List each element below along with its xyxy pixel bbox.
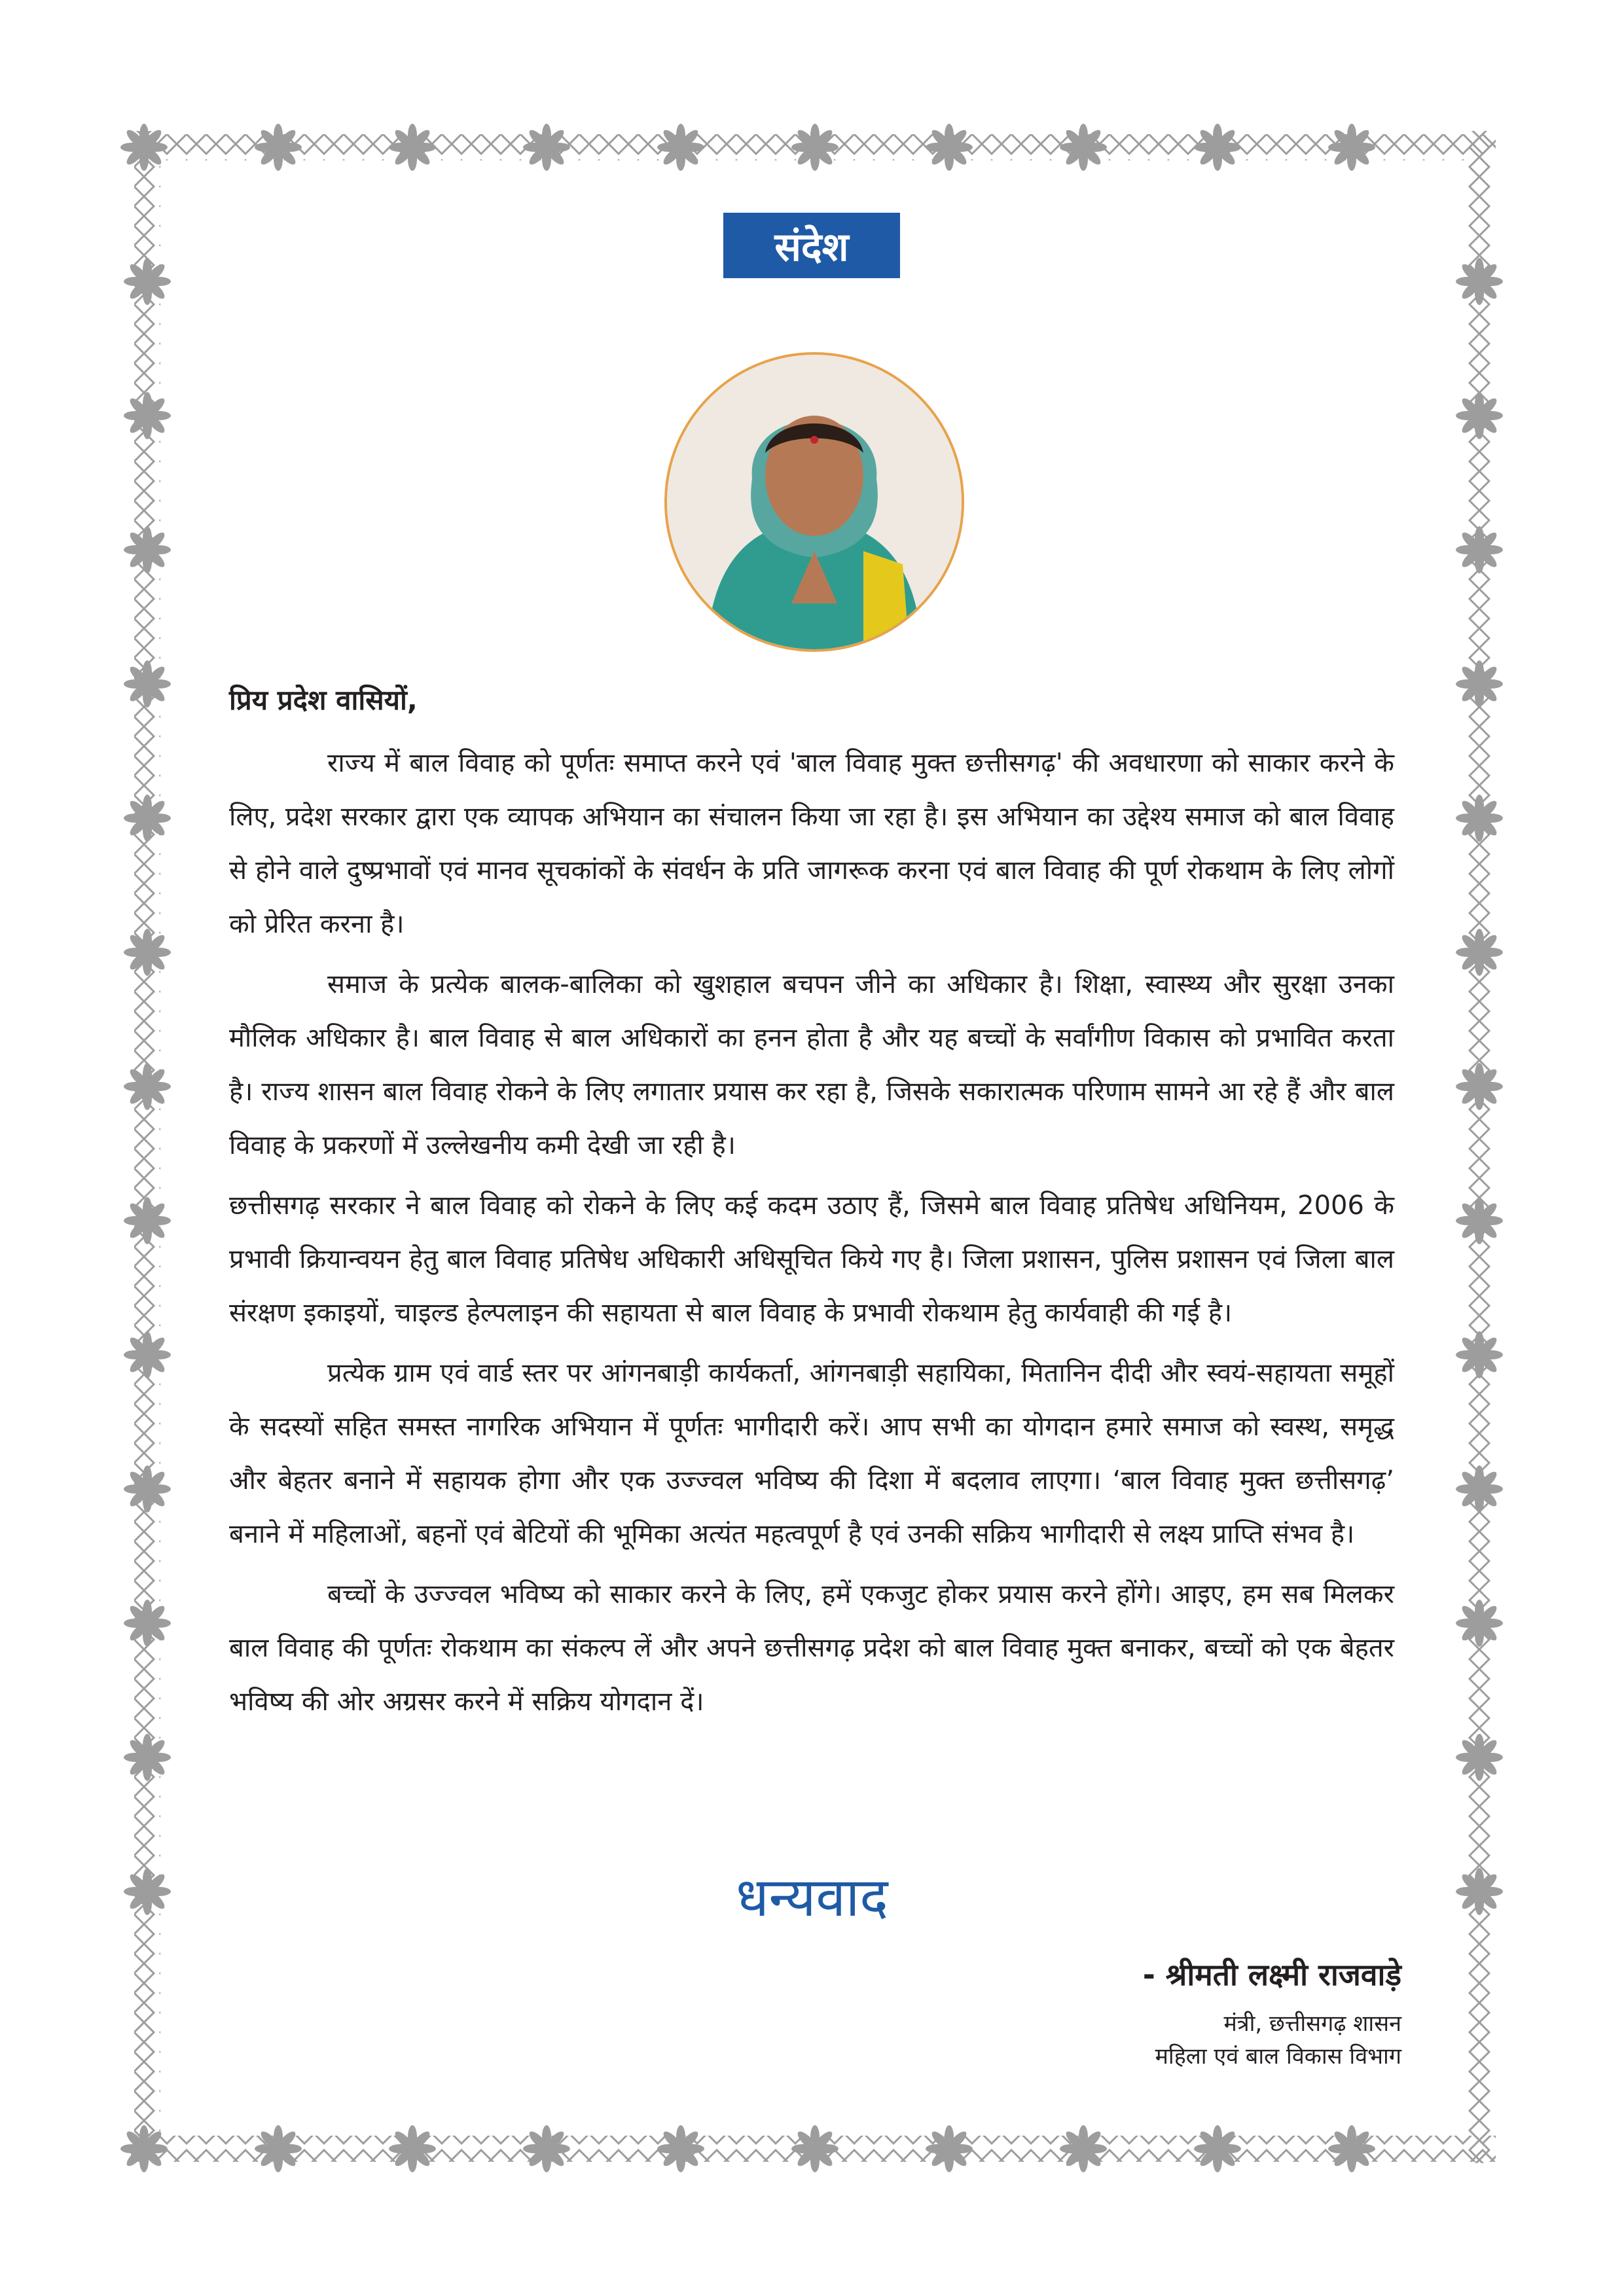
paragraph-4: प्रत्येक ग्राम एवं वार्ड स्तर पर आंगनबाड़ी कार्यकर्ता, आंगनबाड़ी सहायिका, मितानिन दीदी और स्वयं-सहायता समूहों के सदस्यों सहित समस्त नागरिक अभियान में पूर्णतः भागीदारी करें। आप सभी का योगदान हमारे समाज को स्वस्थ, समृद्ध और बेहतर बनाने में सहायक होगा और एक उज्ज्वल भविष्य की दिशा में बदलाव लाएगा। ‘बाल विवाह मुक्त छत्तीसगढ़’ बनाने में महिलाओं, बहनों एवं बेटियों की भूमिका अत्यंत महत्वपूर्ण है एवं उनकी सक्रिय भागीदारी से लक्ष्य प्राप्ति संभव है। <box>229 1358 1394 1549</box>
closing-thanks: धन्यवाद <box>736 1867 888 1929</box>
border-star-ornament <box>523 124 570 171</box>
border-star-ornament <box>926 124 973 171</box>
portrait-illustration <box>667 355 962 649</box>
page-title: संदेश <box>723 213 900 278</box>
salutation: प्रिय प्रदेश वासियों, <box>229 684 418 716</box>
border-star-ornament <box>124 795 171 842</box>
border-star-ornament <box>124 660 171 708</box>
border-star-ornament <box>1456 660 1503 708</box>
border-star-ornament <box>1328 124 1375 171</box>
border-star-ornament <box>657 124 704 171</box>
border-star-ornament <box>124 1331 171 1378</box>
border-star-ornament <box>1456 795 1503 842</box>
border-star-ornament <box>926 2125 973 2172</box>
border-star-ornament <box>1194 2125 1241 2172</box>
border-star-ornament <box>657 2125 704 2172</box>
border-star-ornament <box>791 2125 839 2172</box>
border-star-ornament <box>120 124 168 171</box>
border-star-ornament <box>124 1734 171 1781</box>
signature-block <box>1143 1954 1401 2073</box>
border-star-ornament <box>523 2125 570 2172</box>
border-star-ornament <box>124 258 171 305</box>
border-star-ornament <box>124 526 171 573</box>
portrait-photo <box>664 352 964 652</box>
border-star-ornament <box>124 1600 171 1647</box>
letter-body <box>229 736 1394 1735</box>
border-star-ornament <box>1456 1465 1503 1513</box>
signatory-name: - श्रीमती लक्ष्मी राजवाड़े <box>1142 1957 1401 1992</box>
border-star-ornament <box>1328 2125 1375 2172</box>
signatory-designation: मंत्री, छत्तीसगढ़ शासन <box>1223 2011 1401 2037</box>
border-star-ornament <box>124 1063 171 1110</box>
border-star-ornament <box>1456 1197 1503 1244</box>
border-star-ornament <box>124 929 171 976</box>
border-star-ornament <box>1456 392 1503 439</box>
border-star-ornament <box>389 124 436 171</box>
border-star-ornament <box>255 2125 302 2172</box>
border-star-ornament <box>1456 1600 1503 1647</box>
border-star-ornament <box>1456 1734 1503 1781</box>
border-star-ornament <box>120 2125 168 2172</box>
border-star-ornament <box>1194 124 1241 171</box>
border-star-ornament <box>1456 258 1503 305</box>
border-star-ornament <box>791 124 839 171</box>
paragraph-3: छत्तीसगढ़ सरकार ने बाल विवाह को रोकने के लिए कई कदम उठाए हैं, जिसमे बाल विवाह प्रतिषेध अधिनियम, 2006 के प्रभावी क्रियान्वयन हेतु बाल विवाह प्रतिषेध अधिकारी अधिसूचित किये गए है। जिला प्रशासन, पुलिस प्रशासन एवं जिला बाल संरक्षण इकाइयों, चाइल्ड हेल्पलाइन की सहायता से बाल विवाह के प्रभावी रोकथाम हेतु कार्यवाही की गई है। <box>229 1191 1394 1328</box>
paragraph-2: समाज के प्रत्येक बालक-बालिका को खुशहाल बचपन जीने का अधिकार है। शिक्षा, स्वास्थ्य और सुरक्षा उनका मौलिक अधिकार है। बाल विवाह से बाल अधिकारों का हनन होता है और यह बच्चों के सर्वांगीण विकास को प्रभावित करता है। राज्य शासन बाल विवाह रोकने के लिए लगातार प्रयास कर रहा है, जिसके सकारात्मक परिणाम सामने आ रहे हैं और बाल विवाह के प्रकरणों में उल्लेखनीय कमी देखी जा रही है। <box>229 969 1394 1160</box>
signatory-department: महिला एवं बाल विकास विभाग <box>1155 2043 1401 2070</box>
border-star-ornament <box>124 392 171 439</box>
border-star-ornament <box>389 2125 436 2172</box>
border-star-ornament <box>124 1197 171 1244</box>
border-star-ornament <box>124 1465 171 1513</box>
border-star-ornament <box>255 124 302 171</box>
border-star-ornament <box>1060 124 1107 171</box>
border-star-ornament <box>1456 929 1503 976</box>
border-star-ornament <box>1456 526 1503 573</box>
paragraph-1: राज्य में बाल विवाह को पूर्णतः समाप्त करने एवं 'बाल विवाह मुक्त छत्तीसगढ़' की अवधारणा को साकार करने के लिए, प्रदेश सरकार द्वारा एक व्यापक अभियान का संचालन किया जा रहा है। इस अभियान का उद्देश्य समाज को बाल विवाह से होने वाले दुष्प्रभावों एवं मानव सूचकांकों के संवर्धन के प्रति जागरूक करना एवं बाल विवाह की पूर्ण रोकथाम के लिए लोगों को प्रेरित करना है। <box>229 748 1394 939</box>
paragraph-5: बच्चों के उज्ज्वल भविष्य को साकार करने के लिए, हमें एकजुट होकर प्रयास करने होंगे। आइए, हम सब मिलकर बाल विवाह की पूर्णतः रोकथाम का संकल्प लें और अपने छत्तीसगढ़ प्रदेश को बाल विवाह मुक्त बनाकर, बच्चों को एक बेहतर भविष्य की ओर अग्रसर करने में सक्रिय योगदान दें। <box>229 1579 1394 1717</box>
border-star-ornament <box>1456 1063 1503 1110</box>
border-star-ornament <box>1060 2125 1107 2172</box>
border-star-ornament <box>1456 1331 1503 1378</box>
